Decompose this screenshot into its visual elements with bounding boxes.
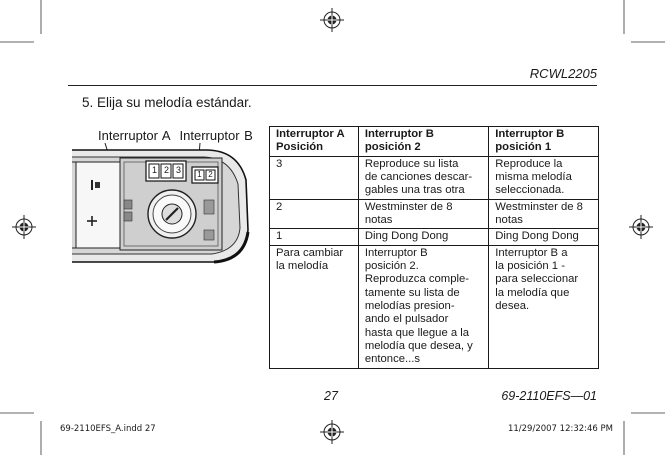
- switch-labels: [98, 128, 253, 143]
- slug-timestamp: 11/29/2007 12:32:46 PM: [507, 424, 613, 434]
- table-cell: Reproduce su lista de canciones descar- gables una tras otra: [358, 156, 488, 199]
- table-cell: Ding Dong Dong: [489, 229, 599, 245]
- table-row: [270, 245, 599, 368]
- device-illustration: [72, 143, 248, 262]
- buzzer: [148, 190, 196, 238]
- model-number: RCWL2205: [529, 66, 597, 81]
- table-cell: Para cambiar la melodía: [270, 245, 359, 368]
- table-cell: Ding Dong Dong: [358, 229, 488, 245]
- document-code: 69-2110EFS—01: [501, 389, 597, 403]
- registration-mark-top: [320, 8, 344, 32]
- registration-mark-right: [629, 215, 653, 239]
- table-row: [270, 199, 599, 229]
- registration-mark-left: [12, 215, 36, 239]
- page-number: 27: [324, 389, 338, 403]
- table-cell: 1: [270, 229, 359, 245]
- switch-b-digit-2: 2: [208, 170, 213, 179]
- melody-position-table: [269, 126, 599, 369]
- table-row: [270, 229, 599, 245]
- header-rule: [68, 85, 597, 86]
- switch-b-digit-1: 1: [197, 170, 202, 179]
- slug-filename: 69-2110EFS_A.indd 27: [60, 424, 156, 434]
- table-cell: Interruptor B posición 2. Reproduzca comple- tamente su lista de melodías presion- ando el pulsador hasta que llegue a la melodía que desea, y entonce...s: [358, 245, 488, 368]
- label-switch-b: Interruptor B: [179, 128, 253, 143]
- switch-a-digit-3: 3: [175, 165, 181, 175]
- table-row: [270, 156, 599, 199]
- header-switch-b-position-1: Interruptor B posición 1: [489, 127, 599, 157]
- label-switch-a: Interruptor A: [98, 128, 171, 143]
- table-cell: Reproduce la misma melodía seleccionada.: [489, 156, 599, 199]
- table-cell: Westminster de 8 notas: [358, 199, 488, 229]
- switch-a-digit-2: 2: [163, 165, 169, 175]
- switch-a-digit-1: 1: [151, 165, 157, 175]
- table-cell: Westminster de 8 notas: [489, 199, 599, 229]
- header-switch-b-position-2: Interruptor B posición 2: [358, 127, 488, 157]
- table-header-row: [270, 127, 599, 157]
- table-cell: Interruptor B a la posición 1 - para seleccionar la melodía que desea.: [489, 245, 599, 368]
- table-cell: 2: [270, 199, 359, 229]
- table-cell: 3: [270, 156, 359, 199]
- registration-mark-bottom: [320, 420, 344, 444]
- header-switch-a-position: Interruptor A Posición: [270, 127, 359, 157]
- step-instruction: 5. Elija su melodía estándar.: [82, 95, 252, 110]
